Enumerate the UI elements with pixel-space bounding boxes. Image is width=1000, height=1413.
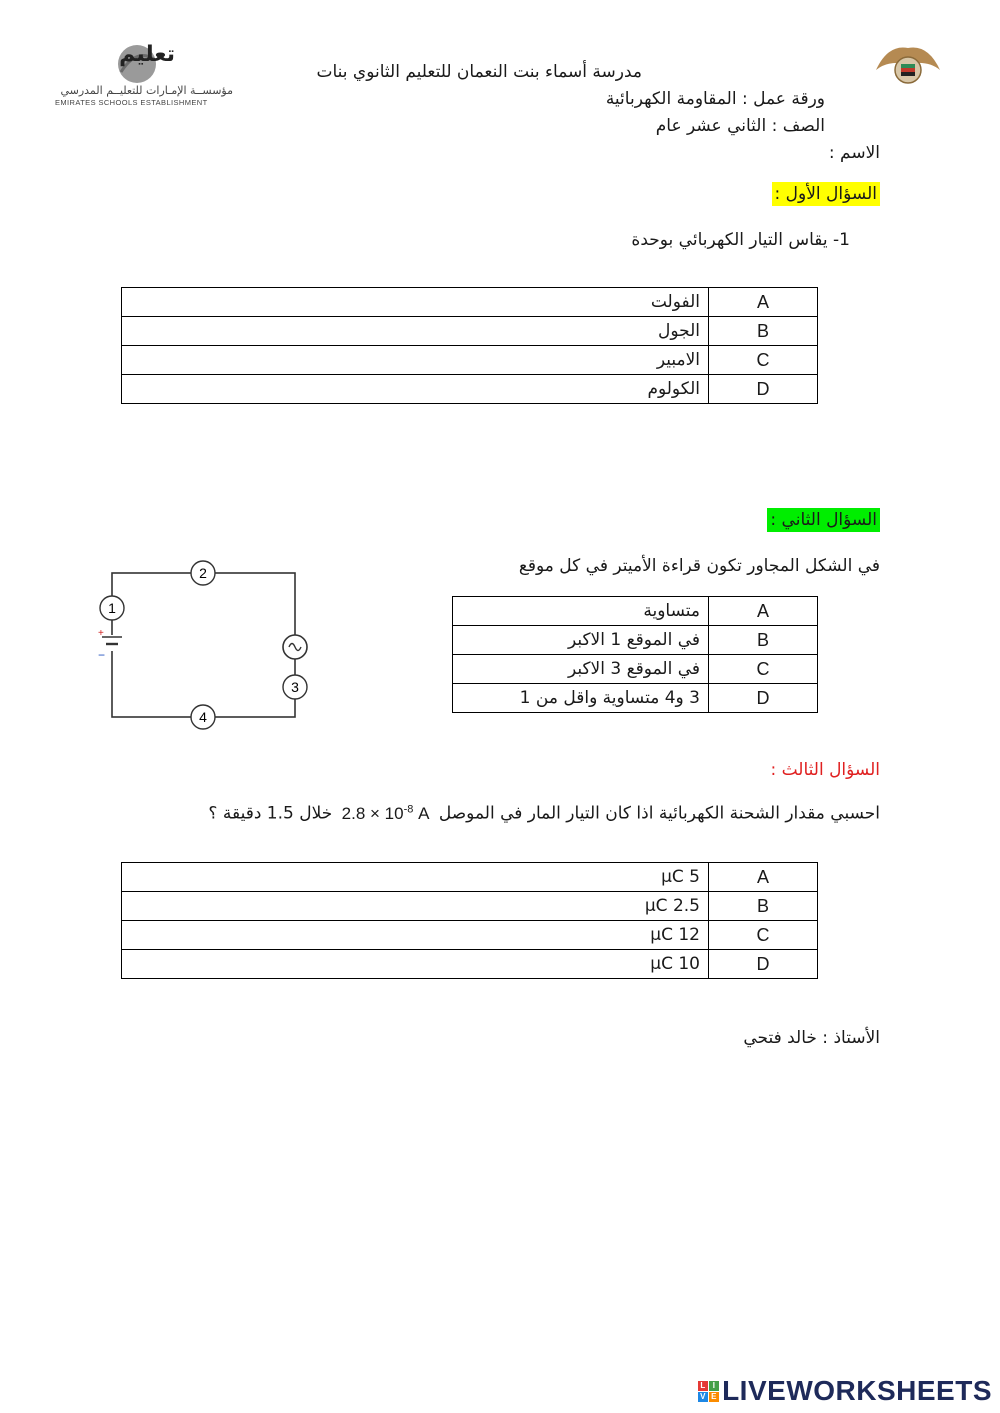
table-row[interactable] [453,684,818,713]
question1-title: السؤال الأول : [772,182,880,206]
table-row[interactable] [122,288,818,317]
option-letter: C [709,346,818,375]
option-text: 10 µC [122,950,709,979]
question3-title: السؤال الثالث : [770,760,880,780]
logo-english-line: EMIRATES SCHOOLS ESTABLISHMENT [55,98,208,107]
emirates-schools-logo [55,42,235,112]
option-text: 12 µC [122,921,709,950]
option-letter: D [709,375,818,404]
question3-current-value [342,804,430,823]
current-unit: A [418,803,430,823]
question3-options-table [121,862,818,979]
option-text: الجول [122,317,709,346]
option-text: الامبير [122,346,709,375]
option-text: 2.5 µC [122,892,709,921]
position-label-3: 3 [291,679,299,695]
option-letter: A [709,288,818,317]
question2-title: السؤال الثاني : [767,508,880,532]
badge-letter: I [709,1381,719,1391]
battery-plus: + [98,628,104,639]
table-row[interactable] [122,375,818,404]
table-row[interactable] [122,892,818,921]
circuit-wire [112,573,295,717]
table-row[interactable] [122,921,818,950]
table-row[interactable] [122,863,818,892]
current-mantissa: 2.8 × 10 [341,803,404,823]
option-text: متساوية [453,597,709,626]
option-letter: C [709,655,818,684]
option-text: في الموقع 1 الاكبر [453,626,709,655]
option-letter: B [709,626,818,655]
option-letter: B [709,892,818,921]
badge-letter: E [709,1392,719,1402]
logo-arabic-line: مؤسســة الإمـارات للتعليــم المدرسي [60,84,233,97]
logo-arabic-word: تعليم [119,42,175,67]
grade-label: الصف : الثاني عشر عام [655,116,825,136]
table-row[interactable] [122,346,818,375]
uae-emblem [868,40,948,102]
question1-options-table [121,287,818,404]
position-label-2: 2 [199,565,207,581]
badge-letter: L [698,1381,708,1391]
student-name-label: الاسم : [828,143,880,163]
position-label-1: 1 [108,600,116,616]
circuit-diagram [90,555,320,740]
question3-prompt [100,803,880,824]
question2-options-table [452,596,818,713]
option-letter: D [709,684,818,713]
liveworksheets-text: LIVEWORKSHEETS [722,1375,992,1406]
option-letter: A [709,597,818,626]
option-text: الكولوم [122,375,709,404]
option-text: في الموقع 3 الاكبر [453,655,709,684]
table-row[interactable] [453,655,818,684]
school-name: مدرسة أسماء بنت النعمان للتعليم الثانوي بنات [316,62,642,82]
question2-title-wrap [600,510,880,530]
option-letter: A [709,863,818,892]
teacher-name: الأستاذ : خالد فتحي [743,1028,880,1048]
battery-minus: − [98,648,106,662]
badge-letter: V [698,1392,708,1402]
question3-prompt-part2: خلال 1.5 دقيقة ؟ [208,803,333,824]
table-row[interactable] [122,317,818,346]
question2-prompt: في الشكل المجاور تكون قراءة الأميتر في كل موقع [518,556,880,576]
uae-emblem-icon [868,40,948,102]
option-text: الفولت [122,288,709,317]
option-letter: D [709,950,818,979]
question1-title-wrap [600,184,880,204]
table-row[interactable] [122,950,818,979]
worksheet-title: ورقة عمل : المقاومة الكهربائية [605,89,825,109]
option-letter: C [709,921,818,950]
table-row[interactable] [453,597,818,626]
table-row[interactable] [453,626,818,655]
question1-prompt: 1- يقاس التيار الكهربائي بوحدة [631,230,850,250]
current-exponent: -8 [403,803,414,815]
option-text: 5 µC [122,863,709,892]
liveworksheets-badge-icon [698,1381,719,1402]
question3-prompt-part1: احسبي مقدار الشحنة الكهربائية اذا كان التيار المار في الموصل [438,803,880,824]
liveworksheets-brand[interactable] [698,1375,992,1407]
option-text: 3 و4 متساوية واقل من 1 [453,684,709,713]
option-letter: B [709,317,818,346]
position-label-4: 4 [199,709,207,725]
